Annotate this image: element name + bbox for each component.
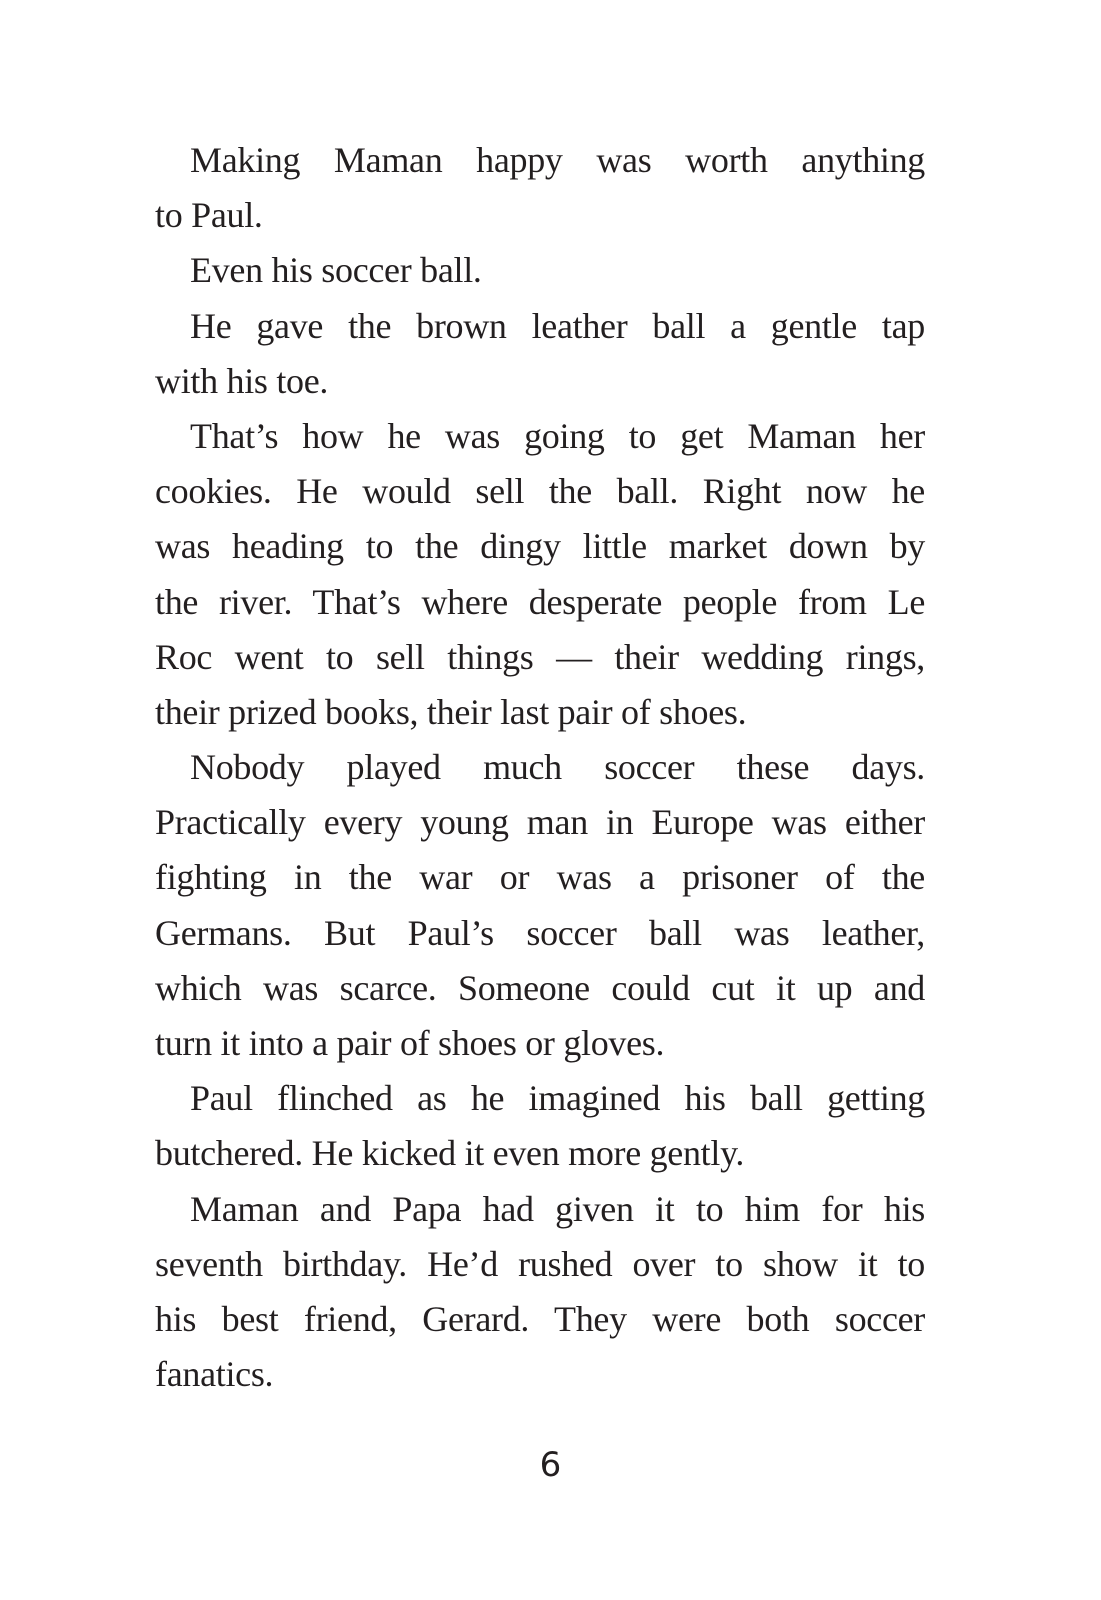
text-line: Even his soccer ball. — [190, 250, 482, 291]
paragraph — [155, 243, 925, 298]
text-line: cookies. He would sell the ball. Right now he — [155, 471, 925, 512]
text-line: fighting in the war or was a prisoner of the — [155, 857, 925, 898]
paragraph — [155, 1182, 925, 1403]
text-line: Roc went to sell things — their wedding rings, — [155, 636, 925, 677]
text-line: with his toe. — [155, 360, 329, 401]
text-line: Practically every young man in Europe was either — [155, 802, 925, 843]
paragraph — [155, 409, 925, 740]
text-line: Paul flinched as he imagined his ball getting — [190, 1078, 925, 1119]
text-line: That’s how he was going to get Maman her — [190, 415, 925, 456]
text-line: his best friend, Gerard. They were both soccer — [155, 1298, 925, 1339]
text-line: butchered. He kicked it even more gently. — [155, 1133, 745, 1174]
text-line: which was scarce. Someone could cut it up and — [155, 967, 925, 1008]
text-line: the river. That’s where desperate people from Le — [155, 581, 925, 622]
text-line: Maman and Papa had given it to him for his — [190, 1188, 925, 1229]
text-line: He gave the brown leather ball a gentle tap — [190, 305, 925, 346]
text-line: Nobody played much soccer these days. — [190, 747, 925, 788]
paragraph — [155, 1071, 925, 1181]
paragraph — [155, 133, 925, 243]
text-line: turn it into a pair of shoes or gloves. — [155, 1023, 665, 1063]
paragraph — [155, 299, 925, 409]
paragraph — [155, 740, 925, 1071]
page-number: 6 — [539, 1445, 562, 1485]
page-body — [155, 133, 925, 1402]
text-line: was heading to the dingy little market down by — [155, 526, 925, 567]
text-line: Making Maman happy was worth anything — [190, 140, 925, 180]
text-line: their prized books, their last pair of shoes. — [155, 691, 747, 732]
text-line: to Paul. — [155, 195, 263, 236]
text-line: seventh birthday. He’d rushed over to show it to — [155, 1243, 925, 1284]
text-line: Germans. But Paul’s soccer ball was leather, — [155, 912, 925, 953]
text-line: fanatics. — [155, 1354, 274, 1395]
